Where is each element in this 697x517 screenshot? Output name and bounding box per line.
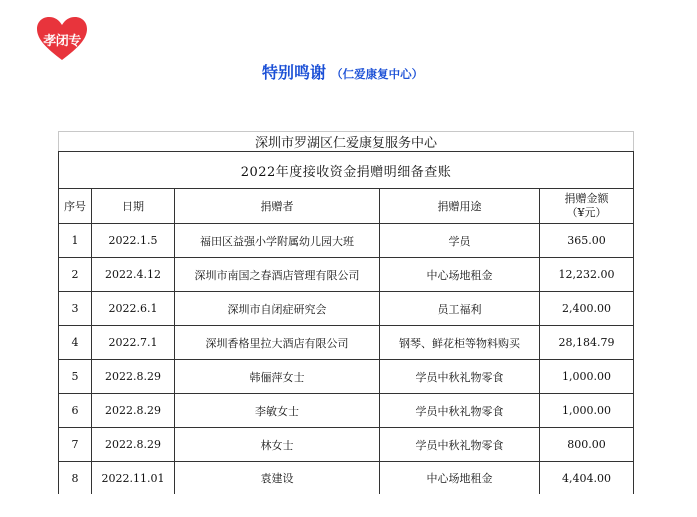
cell-donor: 袁建设: [175, 462, 380, 495]
ledger-title: 2022年度接收资金捐赠明细备查账: [59, 152, 634, 189]
cell-amount: 4,404.00: [540, 462, 634, 495]
cell-no: 5: [59, 360, 92, 394]
org-name: 深圳市罗湖区仁爱康复服务中心: [59, 132, 634, 152]
cell-date: 2022.8.29: [92, 394, 175, 428]
cell-donor: 韩俪萍女士: [175, 360, 380, 394]
cell-amount: 800.00: [540, 428, 634, 462]
org-name-row: [59, 132, 634, 152]
cell-donor: 福田区益强小学附属幼儿园大班: [175, 224, 380, 258]
cell-purpose: 中心场地租金: [380, 258, 540, 292]
logo: [36, 16, 88, 62]
cell-date: 2022.4.12: [92, 258, 175, 292]
header-no: 序号: [59, 189, 92, 224]
cell-purpose: 员工福利: [380, 292, 540, 326]
header-purpose: 捐赠用途: [380, 189, 540, 224]
table-row: [59, 258, 634, 292]
table-row: [59, 462, 634, 495]
cell-purpose: 中心场地租金: [380, 462, 540, 495]
donation-ledger-table: [58, 131, 634, 494]
cell-no: 3: [59, 292, 92, 326]
table-row: [59, 224, 634, 258]
cell-no: 1: [59, 224, 92, 258]
cell-amount: 1,000.00: [540, 394, 634, 428]
cell-date: 2022.6.1: [92, 292, 175, 326]
cell-donor: 深圳市自闭症研究会: [175, 292, 380, 326]
table-row: [59, 292, 634, 326]
acknowledgement-subtitle: （仁爱康复中心）: [331, 67, 424, 81]
cell-date: 2022.1.5: [92, 224, 175, 258]
cell-date: 2022.11.01: [92, 462, 175, 495]
table-row: [59, 428, 634, 462]
cell-purpose: 学员中秋礼物零食: [380, 394, 540, 428]
cell-donor: 李敏女士: [175, 394, 380, 428]
cell-amount: 365.00: [540, 224, 634, 258]
cell-no: 2: [59, 258, 92, 292]
acknowledgement-heading: [262, 60, 423, 83]
cell-amount: 2,400.00: [540, 292, 634, 326]
table-row: [59, 360, 634, 394]
cell-purpose: 钢琴、鲜花柜等物料购买: [380, 326, 540, 360]
header-amount-unit: （¥元）: [566, 206, 607, 219]
cell-donor: 深圳香格里拉大酒店有限公司: [175, 326, 380, 360]
cell-amount: 12,232.00: [540, 258, 634, 292]
cell-date: 2022.8.29: [92, 360, 175, 394]
cell-date: 2022.7.1: [92, 326, 175, 360]
cell-no: 4: [59, 326, 92, 360]
cell-date: 2022.8.29: [92, 428, 175, 462]
cell-no: 6: [59, 394, 92, 428]
table-row: [59, 394, 634, 428]
acknowledgement-title: 特别鸣谢: [262, 63, 327, 82]
header-amount-label: 捐赠金额: [564, 192, 609, 205]
table-row: [59, 326, 634, 360]
table-header-row: [59, 189, 634, 224]
cell-no: 8: [59, 462, 92, 495]
cell-donor: 深圳市南国之春酒店管理有限公司: [175, 258, 380, 292]
ledger-title-row: [59, 152, 634, 189]
cell-purpose: 学员中秋礼物零食: [380, 360, 540, 394]
header-donor: 捐赠者: [175, 189, 380, 224]
cell-donor: 林女士: [175, 428, 380, 462]
cell-purpose: 学员中秋礼物零食: [380, 428, 540, 462]
cell-amount: 1,000.00: [540, 360, 634, 394]
cell-no: 7: [59, 428, 92, 462]
cell-amount: 28,184.79: [540, 326, 634, 360]
header-date: 日期: [92, 189, 175, 224]
logo-text: 孝闭专: [43, 34, 81, 49]
cell-purpose: 学员: [380, 224, 540, 258]
header-amount: [540, 189, 634, 224]
